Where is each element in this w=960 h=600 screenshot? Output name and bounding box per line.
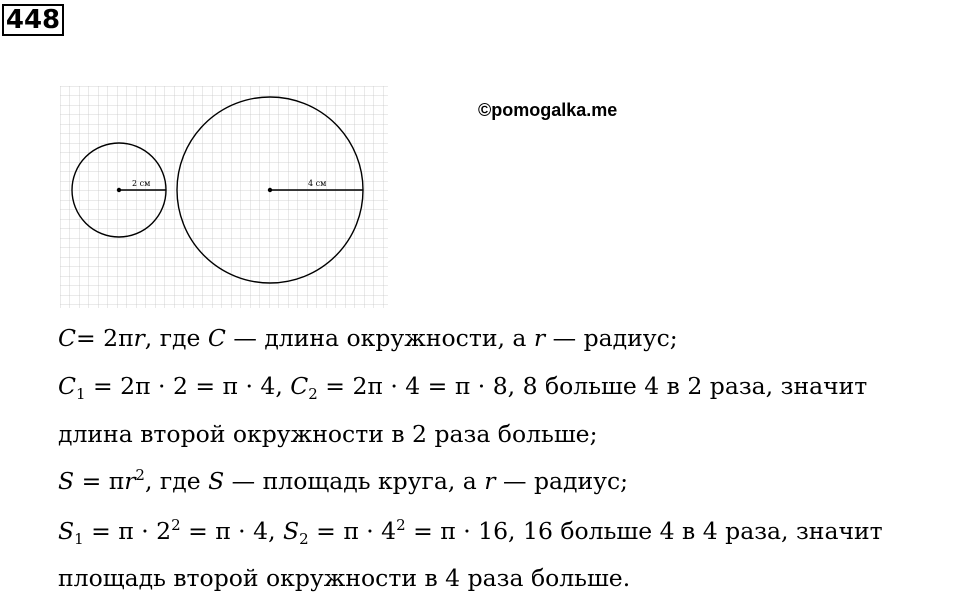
grid-background (60, 86, 388, 308)
large-radius-label: 4 см (308, 179, 327, 188)
text-line-6: площадь второй окружности в 4 раза больше. (58, 564, 631, 592)
formula-line-1: C= 2πr, где C — длина окружности, а r — радиус; (58, 324, 678, 352)
circles-figure (60, 86, 388, 308)
watermark: ©pomogalka.me (478, 100, 618, 120)
formula-line-4: $S = \pi r^2$, где S — площадь круга, а r — радиус; (58, 466, 629, 495)
formula-line-2: $C_1 = 2\pi \cdot 2 = \pi \cdot 4$, $C_2 = 2\pi \cdot 4 = \pi \cdot 8$, 8 больше 4 в 2 раза, значит (58, 372, 868, 403)
text-line-3: длина второй окружности в 2 раза больше; (58, 420, 598, 448)
large-center (268, 188, 272, 192)
formula-line-5: $S_1 = \pi \cdot 2^2 = \pi \cdot 4$, $S_2 = \pi \cdot 4^2 = \pi \cdot 16$, 16 больше 4 в 4 раза, значит (58, 516, 883, 548)
small-radius-label: 2 см (132, 179, 151, 188)
problem-number: 448 (2, 4, 64, 36)
small-center (117, 188, 121, 192)
